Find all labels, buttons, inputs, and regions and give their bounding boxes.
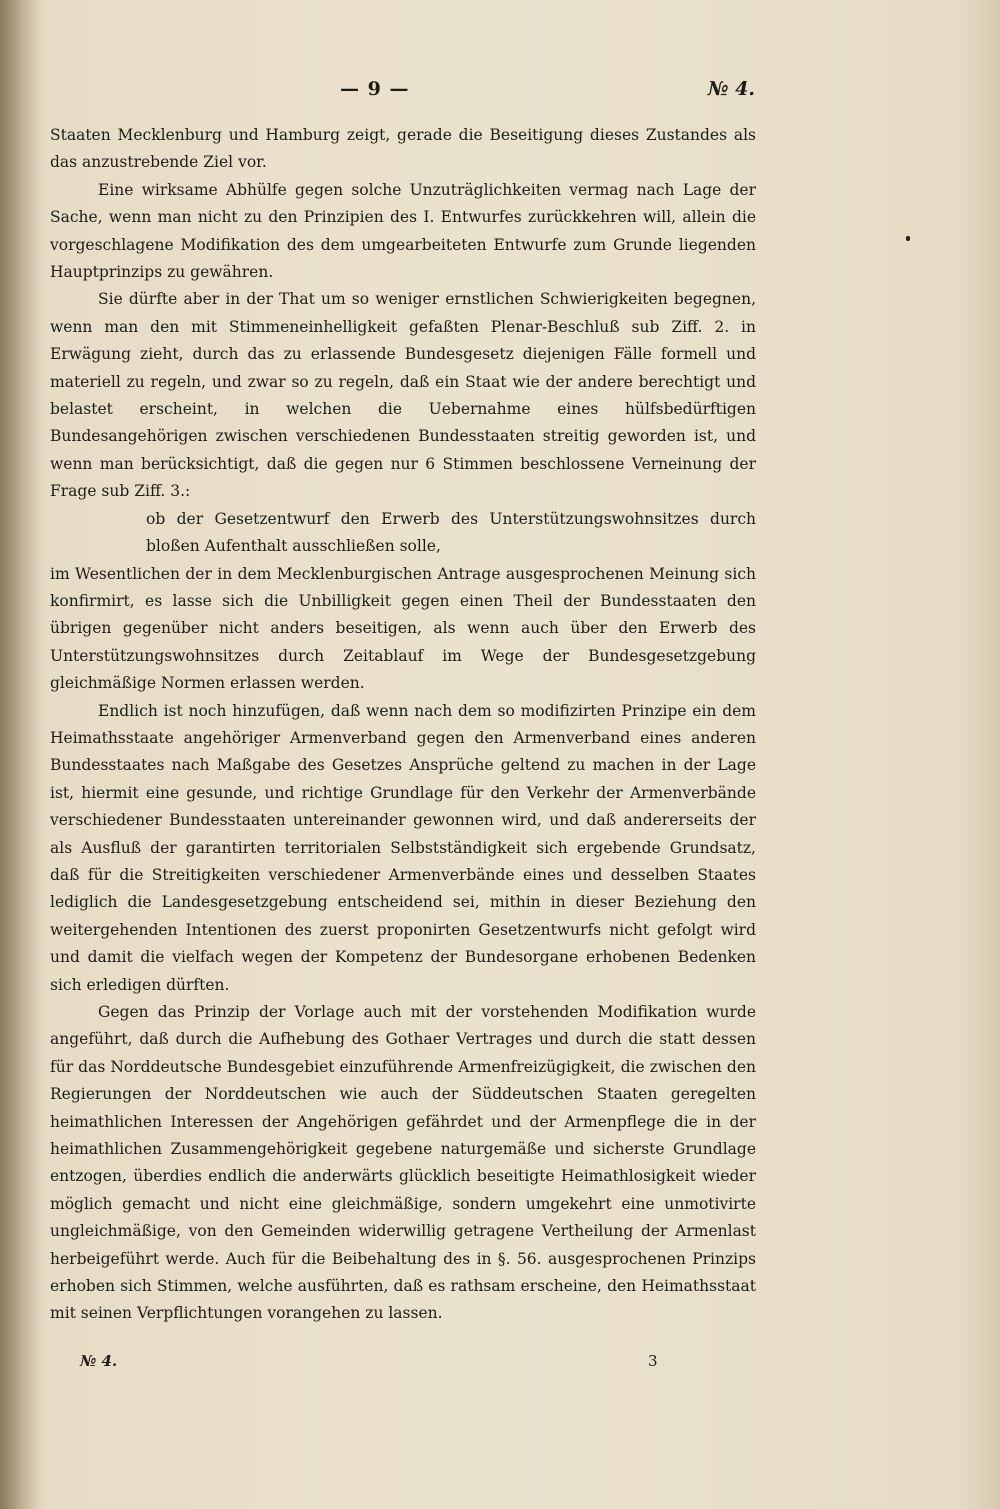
paragraph-3: Sie dürfte aber in der That um so weniger ernstlichen Schwierigkeiten begegnen, wenn man den mit Stimmeneinhelligkeit gefaßten Plenar-Beschluß sub Ziff. 2. in Erwägung zieht, durch das zu erlassende Bundesgesetz diejenigen Fälle formell und materiell zu regeln, und zwar so zu regeln, daß ein Staat wie der andere berechtigt und belastet erscheint, in welchen die Uebernahme eines hülfsbedürftigen Bundesangehörigen zwischen verschiedenen Bundesstaaten streitig geworden ist, und wenn man berücksichtigt, daß die gegen nur 6 Stimmen beschlossene Verneinung der Frage sub Ziff. 3.:	[50, 290, 756, 501]
page-number: — 9 —	[340, 78, 410, 100]
footer-doc-number: № 4.	[80, 1352, 118, 1370]
quoted-question: ob der Gesetzentwurf den Erwerb des Unterstützungswohnsitzes durch bloßen Aufenthalt ausschließen solle,	[146, 509, 756, 556]
signature-mark: 3	[648, 1352, 658, 1370]
paragraph-6: Gegen das Prinzip der Vorlage auch mit der vorstehenden Modifikation wurde angeführt, daß durch die Aufhebung des Gothaer Vertrages und durch die statt dessen für das Norddeutsche Bundesgebiet einzuführende Armenfreizügigkeit, die zwischen den Regierungen der Norddeutschen wie auch der Süddeutschen Staaten geregelten heimathlichen Interessen der Angehörigen gefährdet und der Armenpflege die in der heimathlichen Zusammengehörigkeit gegebene naturgemäße und sicherste Grundlage entzogen, überdies endlich die anderwärts glücklich beseitigte Heimathlosigkeit wieder möglich gemacht und nicht eine gleichmäßige, sondern umgekehrt eine unmotivirte ungleichmäßige, von den Gemeinden widerwillig getragene Vertheilung der Armenlast herbeigeführt werde. Auch für die Beibehaltung des in §. 56. ausgesprochenen Prinzips erhoben sich Stimmen, welche ausführten, daß es rathsam erscheine, den Heimathsstaat mit seinen Verpflichtungen vorangehen zu lassen.	[50, 1003, 756, 1323]
paragraph-5: Endlich ist noch hinzufügen, daß wenn nach dem so modifizirten Prinzipe ein dem Heimathsstaate angehöriger Armenverband gegen den Armenverband eines anderen Bundesstaates nach Maßgabe des Gesetzes Ansprüche geltend zu machen in der Lage ist, hiermit eine gesunde, und richtige Grundlage für den Verkehr der Armenverbände verschiedener Bundesstaaten untereinander gewonnen wird, und daß andererseits der als Ausfluß der garantirten territorialen Selbstständigkeit sich ergebende Grundsatz, daß für die Streitigkeiten verschiedener Armenverbände eines und desselben Staates lediglich die Landesgesetzgebung entscheidend sei, mithin in dieser Beziehung den weitergehenden Intentionen des zuerst proponirten Gesetzentwurfs nicht gefolgt wird und damit die vielfach wegen der Kompetenz der Bundesorgane erhobenen Bedenken sich erledigen dürften.	[50, 701, 756, 994]
paragraph-4: im Wesentlichen der in dem Mecklenburgischen Antrage ausgesprochenen Meinung sich konfirmirt, es lasse sich die Unbilligkeit gegen einen Theil der Bundesstaaten den übrigen gegenüber nicht anders beseitigen, als wenn auch über den Erwerb des Unterstützungswohnsitzes durch Zeitablauf im Wege der Bundesgesetzgebung gleichmäßige Normen erlassen werden.	[50, 564, 756, 693]
page-footer	[0, 1352, 1000, 1376]
binding-shadow	[0, 0, 40, 1509]
paragraph-1: Staaten Mecklenburg und Hamburg zeigt, gerade die Beseitigung dieses Zustandes als das anzustrebende Ziel vor.	[50, 126, 756, 172]
body-text	[50, 122, 756, 1328]
document-number: № 4.	[707, 78, 755, 100]
ink-speck	[906, 236, 910, 241]
page-header	[0, 78, 1000, 108]
paragraph-2: Eine wirksame Abhülfe gegen solche Unzuträglichkeiten vermag nach Lage der Sache, wenn man nicht zu den Prinzipien des I. Entwurfes zurückkehren will, allein die vorgeschlagene Modifikation des dem umgearbeiteten Entwurfe zum Grunde liegenden Hauptprinzips zu gewähren.	[50, 180, 756, 282]
